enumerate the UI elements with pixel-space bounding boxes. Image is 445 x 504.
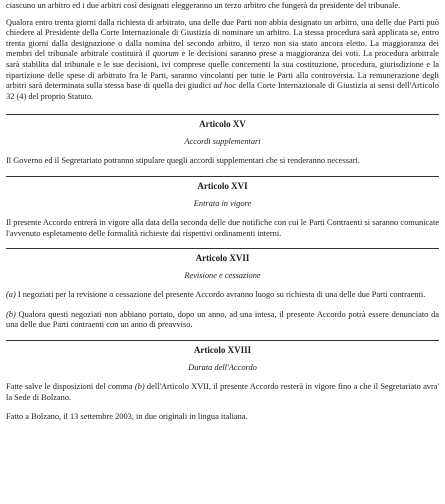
article-text: Il Governo ed il Segretariato potranno stipulare quegli accordi supplementari che si renderanno necessari. bbox=[6, 156, 360, 166]
paragraph-label: (b) bbox=[134, 381, 145, 391]
article-15 bbox=[6, 119, 439, 167]
paragraph-text: e le decisioni saranno prese a maggioranza dei voti. La procedura arbitrale sarà stabilita dal tribunale e le sue decisioni, ivi comprese quelle concernenti la sua costituzione, procedura, giurisdizione e la ripartizione delle spese di arbitrato fra le Parti, saranno vincolanti per tutte le Parti alla controversia. La remunerazione degli arbitri sarà determinata sulla stessa base di quella dei giudici bbox=[6, 49, 440, 91]
paragraph-text: Fatte salve le disposizioni del comma bbox=[6, 381, 135, 391]
article-17 bbox=[6, 253, 439, 331]
article-title: Articolo XVI bbox=[197, 180, 248, 191]
article-18 bbox=[6, 345, 439, 403]
article-subtitle: Revisione e cessazione bbox=[184, 271, 261, 281]
article-title: Articolo XV bbox=[199, 119, 246, 130]
article-title: Articolo XVII bbox=[195, 253, 250, 264]
paragraph-label: (a) bbox=[6, 290, 16, 300]
article-subtitle: Accordi supplementari bbox=[184, 137, 261, 147]
article-subtitle: Entrata in vigore bbox=[193, 198, 252, 208]
paragraph-text: ciascuno un arbitro ed i due arbitri così designati eleggeranno un terzo arbitro che fungerà da presidente del tribunale. bbox=[6, 1, 401, 10]
article-title: Articolo XVIII bbox=[193, 344, 252, 355]
paragraph-label: (b) bbox=[6, 309, 16, 319]
quorum-term: quorum bbox=[152, 49, 179, 59]
article-paragraph-a bbox=[6, 290, 439, 301]
article-16 bbox=[6, 181, 439, 239]
ad-hoc-term: ad hoc bbox=[213, 81, 237, 91]
paragraph-text: Qualora entro trenta giorni dalla richiesta di arbitrato, una delle due Parti non abbia designato un arbitro, una delle due Parti può chiedere al Presidente della Corte Internazionale di Giustizia di nominare un arbitro. La stessa procedura sarà applicata se, entro trenta giorni dalla designazione o dalla nomina del secondo arbitro, il terzo non sia stato ancora eletto. La maggioranza dei membri del tribunale arbitrale costituirà il bbox=[6, 17, 439, 59]
article-paragraph-b bbox=[6, 310, 439, 331]
article-subtitle: Durata dell'Accordo bbox=[188, 362, 257, 372]
paragraph-text: I negoziati per la revisione o cessazione del presente Accordo avranno luogo su richiesta di una delle due Parti contraenti. bbox=[15, 290, 426, 300]
article-text bbox=[6, 382, 439, 403]
closing-statement: Fatto a Bolzano, il 13 settembre 2003, in due originali in lingua italiana. bbox=[6, 412, 248, 422]
paragraph-text: della Corte Internazionale di Giustizia ai sensi dell'Articolo 32 (4) del proprio Statuto. bbox=[6, 81, 439, 101]
paragraph-text: dell'Articolo XVII, il presente Accordo resterà in vigore fino a che il Segretariato avra' la Sede di Bolzano. bbox=[6, 381, 439, 402]
article-text: Il presente Accordo entrerà in vigore alla data della seconda delle due notifiche con cui le Parti Contraenti si saranno comunicate l'avvenuto espletamento delle formalità richieste dai rispettivi ordinamenti interni. bbox=[6, 217, 439, 238]
paragraph-arbitrators-designation bbox=[6, 1, 439, 12]
paragraph-arbitration-procedure bbox=[6, 18, 439, 103]
paragraph-text: Qualora questi negoziati non abbiano portato, dopo un anno, ad una intesa, il presente Accordo potrà essere denunciato da una delle due Parti contraenti con un anno di preavviso. bbox=[6, 309, 439, 330]
